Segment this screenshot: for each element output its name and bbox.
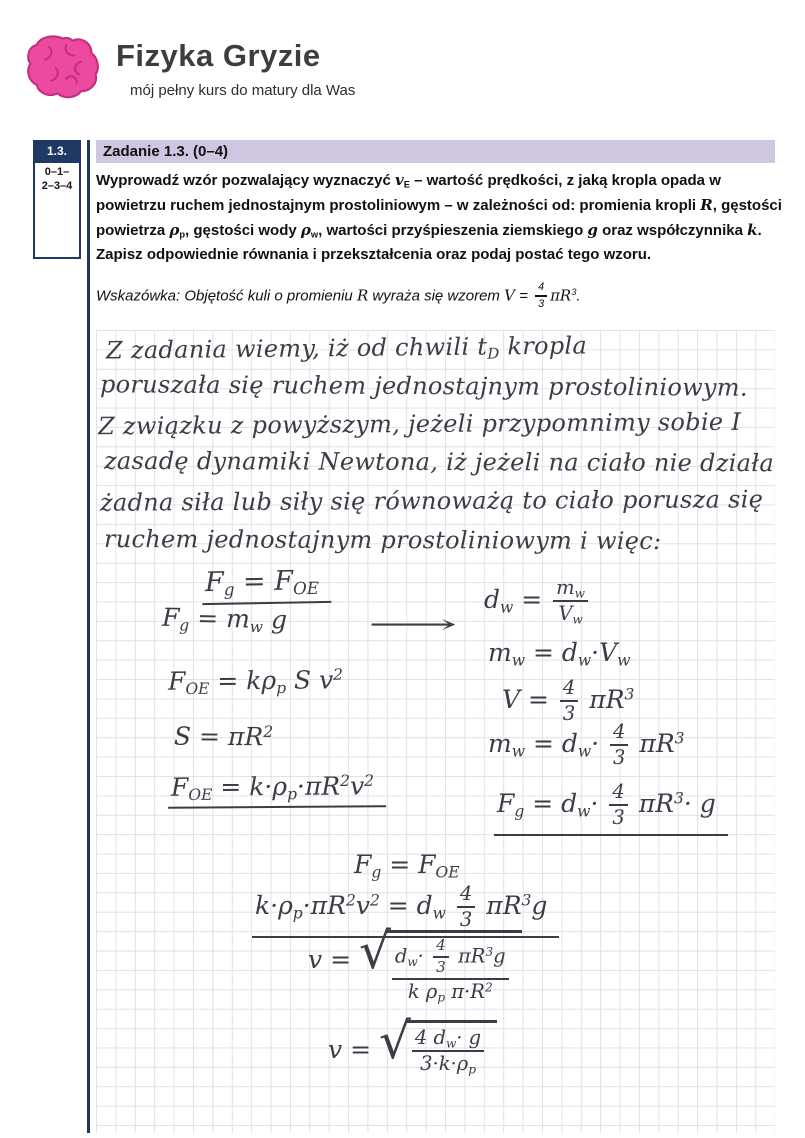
equation-area: $S = \pi R^2$ [173, 721, 274, 752]
equation-volume: V = $\frac{4}{3}$ $\pi R^3$ [502, 676, 635, 726]
handwritten-line: ruchem jednostajnym prostoliniowym i więc: [103, 525, 662, 555]
brain-icon [24, 32, 102, 102]
equation-density: $d_w$ = $\frac{m_w}{V_w}$ [484, 578, 591, 625]
task-body [96, 168, 786, 311]
solution-paper [96, 330, 775, 1133]
points-box [33, 161, 81, 259]
handwritten-line: poruszała się ruchem jednostajnym prostoliniowym. [99, 370, 748, 402]
handwritten-line: Z zadania wiemy, iż od chwili $t_D$ kropla [105, 331, 588, 365]
handwritten-line: zasadę dynamiki Newtona, iż jeżeli na ciało nie działa [103, 446, 775, 478]
task-heading-bar [96, 140, 775, 163]
task-heading: Zadanie 1.3. (0–4) [103, 143, 229, 160]
equation-full-balance: $k\cdot\rho_p\cdot\pi R^2v^2 = d_w$ $\frac{4}{3}$ $\pi R^3g$ [252, 884, 559, 938]
points-line: 0–1– [44, 166, 70, 178]
arrow-icon: ⟶ [368, 610, 458, 640]
handwritten-line: żadna siła lub siły się równoważą to ciało porusza się [99, 485, 764, 517]
equation-v-intermediate: v = √ $d_w\cdot$ $\frac{4}{3}$ $\pi R^3g$ k $\rho_p$ $\pi\cdot R^2$ [308, 930, 522, 1002]
equation-mass: $m_w = d_w\cdot V_w$ [488, 638, 631, 670]
left-rule [87, 140, 90, 1133]
page-title: Fizyka Gryzie [116, 38, 321, 73]
equation-fg-mg: $F_g = m_w$ g [161, 602, 288, 637]
points-line: 2–3–4 [41, 180, 73, 192]
task-paragraph-1: Wyprowadź wzór pozwalający wyznaczyć $v_E$ – wartość prędkości, z jaką kropla opada w powietrzu ruchem jednostajnym prostoliniowym – w zależności od: promienia kropli R, gęstości powietrza $\rho_p$, gęstości wody $\rho_w$, wartości przyśpieszenia ziemskiego g oraz współczynnika k. [96, 171, 782, 240]
equation-weight-expanded: $F_g = d_w\cdot$ $\frac{4}{3}$ $\pi R^3\cdot g$ [494, 782, 728, 836]
equation-drag: $F_{OE} = k\rho_p$ S $v^2$ [167, 665, 344, 698]
task-paragraph-2: Zapisz odpowiednie równania i przekształcenia oraz podaj postać tego wzoru. [96, 246, 652, 263]
equation-balance: $F_g = F_{OE}$ [354, 850, 460, 882]
equation-drag-expanded: $F_{OE} = k\cdot\rho_p\cdot\pi R^2v^2$ [168, 771, 386, 809]
equation-mass-volume: $m_w = d_w\cdot$ $\frac{4}{3}$ $\pi R^3$ [488, 720, 685, 770]
equation-v-final: v = √ $\frac{4 d_w\cdot g}{3\cdot k\cdot\rho_p}$ [328, 1020, 497, 1075]
task-hint: Wskazówka: Objętość kuli o promieniu R wyraża się wzorem V = $\frac{4}{3}$ $\pi R^3$. [96, 281, 581, 311]
page-subtitle: mój pełny kurs do matury dla Was [130, 82, 356, 99]
handwritten-line: Z związku z powyższym, jeżeli przypomnimy sobie I [97, 407, 742, 441]
task-number-badge: 1.3. [33, 140, 81, 161]
equation-fg-foe: $F_g = F_{OE}$ [202, 565, 332, 605]
